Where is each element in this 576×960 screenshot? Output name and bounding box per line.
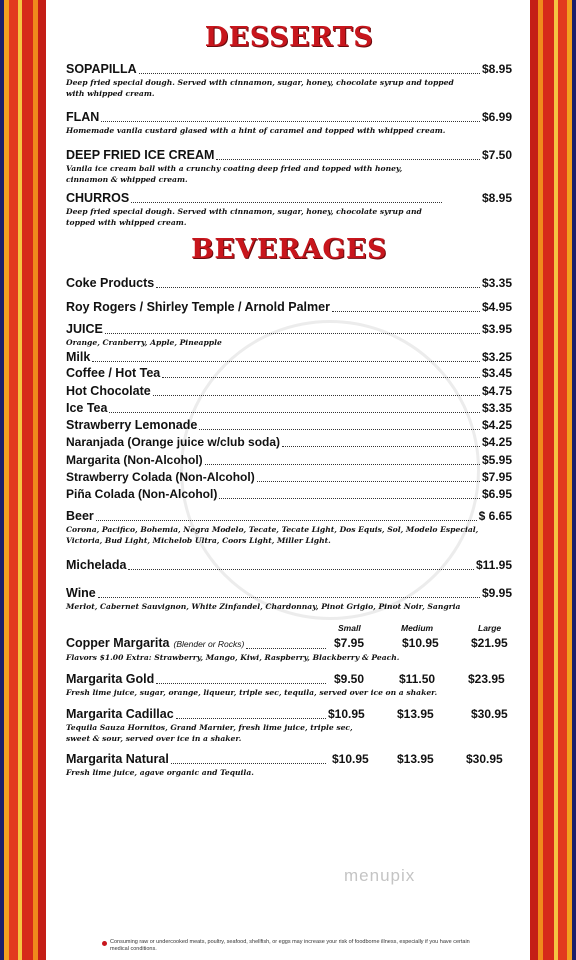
menu-item: [66, 558, 512, 573]
item-price: $4.25: [481, 418, 512, 432]
menu-item: [66, 453, 512, 468]
item-description: Merlot, Cabernet Sauvignon, White Zinfandel, Chardonnay, Pinot Grigio, Pinot Noir, Sangria: [66, 602, 461, 611]
item-description: Corona, Pacifico, Bohemia, Negra Modelo, Tecate, Tecate Light, Dos Equis, Sol, Modelo Especial, Victoria, Bud Light, Michelob Ultra, Coors Light, Miller Light.: [66, 525, 479, 545]
item-name: Coke Products: [66, 276, 155, 290]
item-price: $4.25: [481, 435, 512, 449]
item-name: Margarita (Non-Alcohol): [66, 453, 203, 467]
price-medium: $13.95: [397, 707, 434, 721]
item-price: $11.95: [475, 558, 512, 572]
menupix-watermark: menupix: [344, 866, 416, 885]
item-price: $8.95: [481, 62, 512, 76]
price-medium: $10.95: [402, 636, 439, 650]
item-description: Homemade vanila custard glased with a hint of caramel and topped with whipped cream.: [66, 126, 446, 135]
item-price: $4.95: [481, 300, 512, 314]
item-name: Naranjada (Orange juice w/club soda): [66, 435, 281, 449]
item-name: SOPAPILLA: [66, 62, 137, 76]
item-name: Milk: [66, 350, 91, 364]
price-large: $21.95: [471, 636, 508, 650]
price-small: $9.50: [334, 672, 365, 686]
footer-disclaimer: Consuming raw or undercooked meats, poultry, seafood, shellfish, or eggs may increase your risk of foodborne illness, especially if you have certain medical conditions.: [110, 939, 470, 952]
menu-item: [66, 300, 512, 315]
item-price: $ 6.65: [478, 509, 512, 523]
item-price: $5.95: [481, 453, 512, 467]
item-name: Strawberry Colada (Non-Alcohol): [66, 470, 255, 484]
item-name: Beer: [66, 509, 94, 523]
price-large: $30.95: [471, 707, 508, 721]
item-name: JUICE: [66, 322, 103, 336]
desserts-heading: DESSERTS: [204, 22, 374, 53]
menu-item: [66, 707, 512, 744]
size-header-medium: Medium: [401, 623, 434, 633]
price-medium: $13.95: [397, 752, 434, 766]
item-price: $6.99: [481, 110, 512, 124]
item-name: Copper Margarita: [66, 636, 170, 650]
item-price: $3.45: [481, 366, 512, 380]
item-note: (Blender or Rocks): [173, 639, 245, 649]
menu-item: [66, 435, 512, 450]
item-price: $4.75: [481, 384, 512, 398]
item-price: $3.25: [481, 350, 512, 364]
menu-item: [66, 418, 512, 433]
item-price: $6.95: [481, 487, 512, 501]
price-large: $23.95: [468, 672, 505, 686]
item-name: Michelada: [66, 558, 127, 572]
menu-item: [66, 148, 512, 185]
item-name: Hot Chocolate: [66, 384, 151, 398]
item-name: CHURROS: [66, 191, 130, 205]
item-description: Fresh lime juice, agave organic and Tequila.: [66, 768, 254, 777]
menu-item: [66, 470, 512, 485]
left-serape-stripe: [0, 0, 50, 960]
item-price: $7.50: [481, 148, 512, 162]
item-description: Deep fried special dough. Served with cinnamon, sugar, honey, chocolate syrup and topped with whipped cream.: [66, 78, 454, 98]
item-price: $3.35: [481, 401, 512, 415]
item-price: $9.95: [481, 586, 512, 600]
price-small: $10.95: [328, 707, 365, 721]
menu-item: [66, 672, 512, 698]
item-price: $7.95: [481, 470, 512, 484]
size-header-large: Large: [478, 623, 502, 633]
menu-item: [66, 366, 512, 381]
item-name: Ice Tea: [66, 401, 108, 415]
item-description: Orange, Cranberry, Apple, Pineapple: [66, 338, 222, 347]
beverages-heading: BEVERAGES: [191, 234, 387, 265]
item-name: FLAN: [66, 110, 100, 124]
menu-item: [66, 401, 512, 416]
price-medium: $11.50: [399, 672, 436, 686]
item-name: DEEP FRIED ICE CREAM: [66, 148, 215, 162]
price-small: $10.95: [332, 752, 369, 766]
menu-item: [66, 62, 512, 99]
right-serape-stripe: [526, 0, 576, 960]
menu-item: [66, 110, 512, 136]
item-name: Roy Rogers / Shirley Temple / Arnold Palmer: [66, 300, 330, 314]
menu-item: [66, 322, 512, 348]
price-small: $7.95: [334, 636, 365, 650]
menu-item: [66, 752, 512, 778]
item-description: Fresh lime juice, sugar, orange, liqueur, triple sec, tequila, served over ice on a shaker.: [66, 688, 438, 697]
price-large: $30.95: [466, 752, 503, 766]
item-description: Vanila ice cream ball with a crunchy coating deep fried and topped with honey, cinnamon & whipped cream.: [66, 164, 403, 184]
menu-item: [66, 276, 512, 291]
item-name: Wine: [66, 586, 96, 600]
item-name: Margarita Cadillac: [66, 707, 174, 721]
item-price: $8.95: [481, 191, 512, 205]
item-name: Margarita Gold: [66, 672, 155, 686]
item-price: $3.35: [481, 276, 512, 290]
item-description: Flavors $1.00 Extra: Strawberry, Mango, Kiwi, Raspberry, Blackberry & Peach.: [66, 653, 400, 662]
menu-item: [66, 191, 512, 228]
menu-item: [66, 586, 512, 612]
menu-item: [66, 636, 512, 663]
menu-item: [66, 384, 512, 399]
item-name: Piña Colada (Non-Alcohol): [66, 487, 218, 501]
item-name: Margarita Natural: [66, 752, 169, 766]
item-description: Deep fried special dough. Served with cinnamon, sugar, honey, chocolate syrup and topped with whipped cream.: [66, 207, 422, 227]
item-description: Tequila Sauza Hornitos, Grand Marnier, fresh lime juice, triple sec, sweet & sour, served over ice in a shaker.: [66, 723, 353, 743]
menu-item: [66, 509, 512, 546]
item-name: Strawberry Lemonade: [66, 418, 198, 432]
item-price: $3.95: [481, 322, 512, 336]
item-name: Coffee / Hot Tea: [66, 366, 161, 380]
menu-item: [66, 487, 512, 502]
size-header-small: Small: [338, 623, 361, 633]
menu-item: [66, 350, 512, 365]
